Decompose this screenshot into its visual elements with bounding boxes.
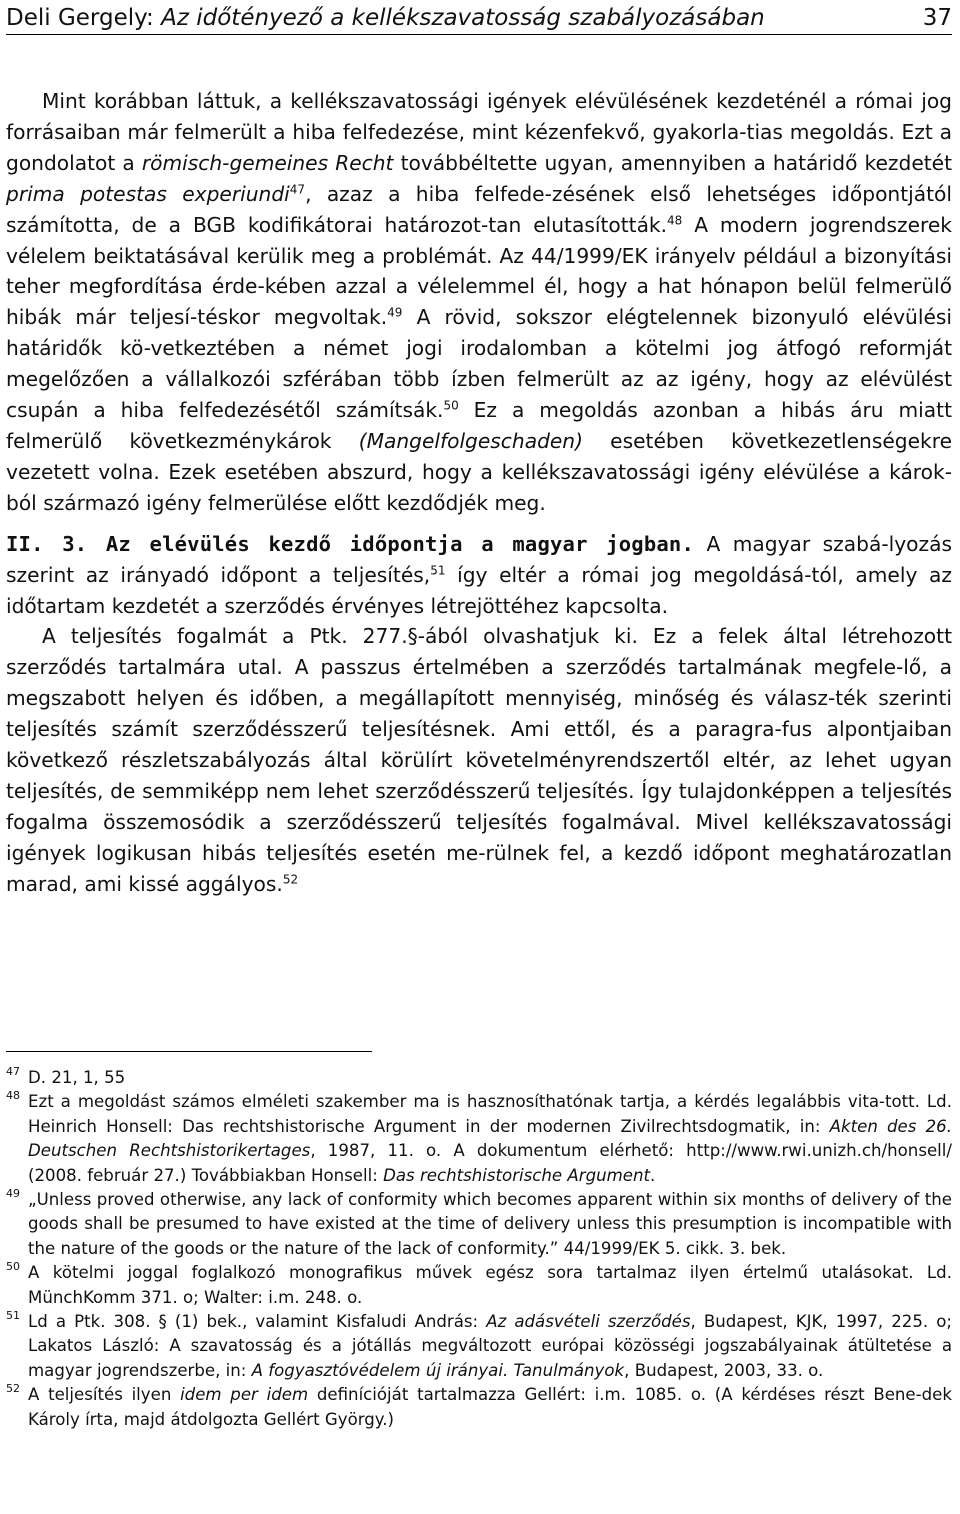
italic-term: (Mangelfolgeschaden) bbox=[358, 428, 583, 453]
header-author: Deli Gergely: bbox=[6, 5, 162, 31]
footnote-text: „Unless proved otherwise, any lack of conformity which becomes apparent within six months of delivery of the goods shall be presumed to have existed at the time of delivery unless this presumption is incompatible with the nature of the goods or the nature of the lack of conformity.” 44/1999/EK 5. cikk. 3. bek. bbox=[28, 1190, 952, 1258]
header-title: Az időtényező a kellékszavatosság szabályozásában bbox=[161, 5, 765, 31]
footnote-text: , 1987, 11. o. A dokumentum elérhető: http://www.rwi.unizh.ch/honsell/ (2008. február 27.) Továbbiakban Honsell: bbox=[28, 1141, 952, 1185]
main-text bbox=[6, 86, 952, 900]
footnote-47 bbox=[6, 1066, 952, 1090]
running-header bbox=[6, 4, 952, 35]
footnote-text: . bbox=[650, 1165, 656, 1185]
footnote-italic: idem per idem bbox=[180, 1385, 309, 1405]
footnote-italic: Das rechtshistorische Argument bbox=[383, 1165, 651, 1185]
text-run: továbbéltette ugyan, amennyiben a határidő kezdetét bbox=[393, 150, 952, 175]
text-run: így eltér a római jog megoldásá-tól, amely az időtartam kezdetét a szerződés érvényes létrejöttéhez kapcsolta. bbox=[6, 562, 953, 618]
footnote-number: 48 bbox=[6, 1089, 20, 1103]
footnote-49 bbox=[6, 1188, 952, 1261]
text-run: A rövid, sokszor elégtelennek bizonyuló elévülési határidők kö-vetkeztében a német jogi irodalomban a kötelmi jog átfogó reformját megelőzően a vállalkozói szférában több ízben felmerült az az igény, hogy az elévülést csupán a hiba felfedezésétől számítsák. bbox=[6, 305, 952, 423]
footnote-italic: Akten des 26. Deutschen Rechtshistorikertages bbox=[28, 1116, 952, 1161]
paragraph-3 bbox=[6, 621, 952, 899]
footnote-number: 49 bbox=[6, 1187, 20, 1201]
footnote-ref-48[interactable]: 48 bbox=[667, 212, 683, 227]
text-run: , azaz a hiba felfede-zésének első lehetséges időpontjától számította, de a BGB kodifikátorai határozot-tan elutasították. bbox=[6, 181, 952, 237]
text-run: esetében következetlenségekre vezetett volna. Ezek esetében abszurd, hogy a kellékszavatossági igény elévülése a károk-ból származó igény felmerülése előtt kezdődjék meg. bbox=[6, 428, 952, 515]
footnote-italic: Az adásvételi szerződés bbox=[486, 1312, 691, 1332]
footnote-48 bbox=[6, 1090, 952, 1188]
footnote-text: , Budapest, KJK, 1997, 225. o; Lakatos László: A szavatosság és a jótállás megváltozott európai közösségi jogszabályainak átültetése a magyar jogrendszerbe, in: bbox=[28, 1312, 953, 1380]
footnote-51 bbox=[6, 1310, 952, 1383]
footnote-text: A kötelmi joggal foglalkozó monografikus művek egész sora tartalmaz ilyen értelmű utalásokat. Ld. MünchKomm 371. o; Walter: i.m. 248. o. bbox=[28, 1263, 952, 1307]
footnote-text: definícióját tartalmazza Gellért: i.m. 1085. o. (A kérdéses részt Bene-dek Károly írta, majd átdolgozta Gellért György.) bbox=[28, 1385, 952, 1429]
footnote-ref-51[interactable]: 51 bbox=[430, 562, 446, 577]
footnote-italic: A fogyasztóvédelem új irányai. Tanulmányok bbox=[251, 1360, 625, 1380]
footnote-text: Ezt a megoldást számos elméleti szakember ma is hasznosíthatónak tartja, a kérdés legalábbis vita-tott. Ld. Heinrich Honsell: Das rechtshistorische Argument in der modernen Zivilrechtsdogmatik, in: bbox=[28, 1092, 952, 1136]
footnote-ref-52[interactable]: 52 bbox=[282, 871, 299, 886]
italic-term: prima potestas experiundi bbox=[6, 181, 290, 206]
footnote-text: , Budapest, 2003, 33. o. bbox=[624, 1360, 824, 1380]
footnote-ref-50[interactable]: 50 bbox=[443, 398, 459, 413]
text-run: A modern jogrendszerek vélelem beiktatásával kerülik meg a problémát. Az 44/1999/EK irányelv például a bizonyítási teher megfordítása érde-kében azzal a vélelemmel él, hogy a hat hónapon belül felmerülő hibák már teljesí-téskor megvoltak. bbox=[6, 212, 952, 330]
footnotes bbox=[6, 1066, 952, 1432]
footnote-text: Ld a Ptk. 308. § (1) bek., valamint Kisfaludi András: bbox=[28, 1312, 487, 1332]
footnote-number: 52 bbox=[6, 1382, 20, 1396]
section-heading: II. 3. Az elévülés kezdő időpontja a magyar jogban. bbox=[6, 531, 694, 556]
section-paragraph bbox=[6, 529, 952, 622]
text-run: A teljesítés fogalmát a Ptk. 277.§-ából olvashatjuk ki. Ez a felek által létrehozott szerződés tartalmára utal. A passzus értelmében a szerződés tartalmának megfele-lő, a megszabott helyen és időben, a megállapított mennyiség, minőség és válasz-ték szerinti teljesítés számít szerződésszerű teljesítésnek. Ami ettől, és a paragra-fus alpontjaiban következő részletszabályozás által körülírt követelményrendszertől eltér, az lehet ugyan teljesítés, de semmiképp nem lehet szerződésszerű teljesítés. Így tulajdonképpen a teljesítés fogalma összemosódik a szerződésszerű teljesítés fogalmával. Mivel kellékszavatossági igények logikusan hibás teljesítés esetén me-rülnek fel, a kezdő időpont meghatározatlan marad, ami kissé aggályos. bbox=[6, 624, 952, 896]
page-number: 37 bbox=[922, 5, 952, 31]
footnote-50 bbox=[6, 1261, 952, 1310]
footnote-52 bbox=[6, 1383, 952, 1432]
italic-term: römisch-gemeines Recht bbox=[141, 150, 394, 175]
footnote-separator bbox=[6, 1051, 372, 1052]
footnote-text: D. 21, 1, 55 bbox=[28, 1068, 126, 1087]
footnote-ref-49[interactable]: 49 bbox=[387, 305, 403, 320]
paragraph-1 bbox=[6, 86, 952, 519]
footnote-number: 47 bbox=[6, 1065, 20, 1078]
footnote-number: 51 bbox=[6, 1309, 20, 1323]
text-run: Mint korábban láttuk, a kellékszavatossági igények elévülésének kezdeténél a római jog forrásaiban már felmerült a hiba felfedezése, mint kézenfekvő, gyakorla-tias megoldás. Ezt a gondolatot a bbox=[6, 89, 952, 175]
footnote-ref-47[interactable]: 47 bbox=[289, 181, 306, 196]
footnote-text: A teljesítés ilyen bbox=[28, 1385, 181, 1405]
text-run: Ez a megoldás azonban a hibás áru miatt felmerülő következménykárok bbox=[6, 398, 952, 453]
text-run: A magyar szabá-lyozás szerint az irányadó időpont a teljesítés, bbox=[6, 531, 953, 587]
footnote-number: 50 bbox=[6, 1260, 20, 1274]
